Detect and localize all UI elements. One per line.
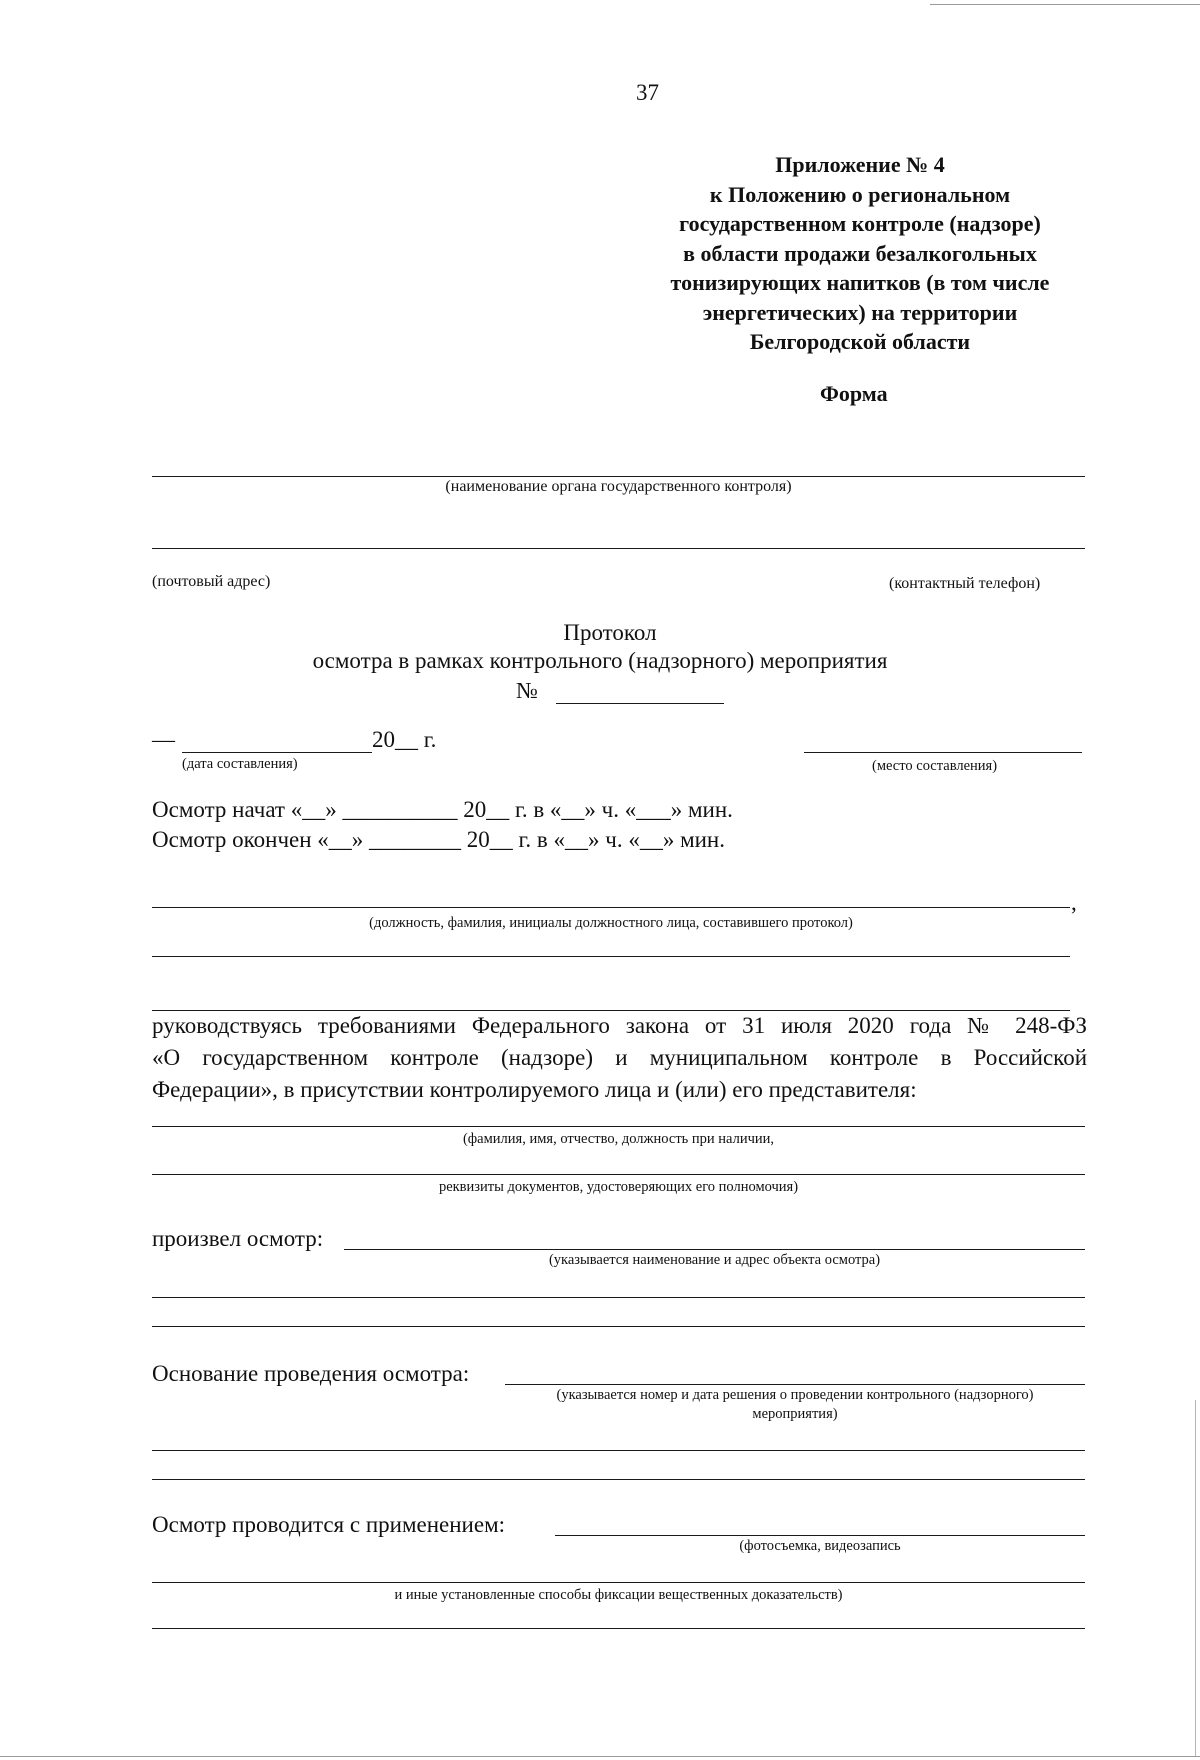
- form-label: Форма: [820, 381, 888, 406]
- means-field-2[interactable]: [152, 1582, 1085, 1583]
- basis-caption-1: (указывается номер и дата решения о проведении контрольного (надзорного): [556, 1387, 1034, 1403]
- appendix-line: государственном контроле (надзоре): [679, 211, 1041, 236]
- law-line-1: руководствуясь требованиями Федерального закона от 31 июля 2020 года № 248-ФЗ: [152, 1013, 1087, 1038]
- protocol-number-prefix: №: [516, 678, 538, 703]
- official-field-2[interactable]: [152, 956, 1070, 957]
- protocol-title: Протокол: [563, 620, 657, 645]
- means-label: Осмотр проводится с применением:: [152, 1512, 506, 1537]
- appendix-line: тонизирующих напитков (в том числе: [670, 270, 1050, 295]
- official-comma: ,: [1071, 890, 1077, 915]
- performed-field-3[interactable]: [152, 1326, 1085, 1327]
- performed-field[interactable]: [344, 1249, 1085, 1250]
- representative-field[interactable]: [152, 1126, 1085, 1127]
- performed-label: произвел осмотр:: [152, 1226, 324, 1251]
- means-caption-1: (фотосъемка, видеозапись: [739, 1538, 901, 1554]
- basis-field-3[interactable]: [152, 1479, 1085, 1480]
- means-field[interactable]: [555, 1535, 1085, 1536]
- basis-caption-2: мероприятия): [752, 1406, 838, 1422]
- date-field[interactable]: [182, 752, 372, 753]
- protocol-subtitle: осмотра в рамках контрольного (надзорного) мероприятия: [312, 648, 888, 673]
- basis-field[interactable]: [505, 1384, 1085, 1385]
- appendix-line: к Положению о региональном: [709, 181, 1011, 207]
- appendix-line: Приложение № 4: [775, 152, 945, 177]
- authority-field[interactable]: [152, 476, 1085, 477]
- postal-address-caption: (почтовый адрес): [152, 573, 271, 590]
- address-field[interactable]: [152, 548, 1085, 549]
- date-caption: (дата составления): [182, 756, 298, 772]
- protocol-number-field[interactable]: [556, 703, 724, 704]
- basis-field-2[interactable]: [152, 1450, 1085, 1451]
- means-caption-2: и иные установленные способы фиксации вещественных доказательств): [394, 1587, 843, 1603]
- inspection-ended: Осмотр окончен «__» ________ 20__ г. в «__» ч. «__» мин.: [152, 827, 725, 852]
- performed-caption: (указывается наименование и адрес объекта осмотра): [548, 1252, 881, 1268]
- performed-field-2[interactable]: [152, 1297, 1085, 1298]
- official-field[interactable]: [152, 907, 1070, 908]
- place-caption: (место составления): [872, 758, 998, 774]
- scan-edge-right: [1195, 1400, 1196, 1756]
- place-field[interactable]: [804, 752, 1082, 753]
- scan-edge-bottom: [0, 1756, 1200, 1757]
- page-number: 37: [636, 80, 659, 105]
- inspection-started: Осмотр начат «__» __________ 20__ г. в «__» ч. «___» мин.: [152, 797, 733, 822]
- law-line-3: Федерации», в присутствии контролируемого лица и (или) его представителя:: [152, 1077, 917, 1102]
- basis-label: Основание проведения осмотра:: [152, 1361, 470, 1386]
- scan-edge-top: [930, 4, 1200, 5]
- official-caption: (должность, фамилия, инициалы должностного лица, составившего протокол): [369, 915, 853, 931]
- contact-phone-caption: (контактный телефон): [889, 575, 1041, 592]
- representative-field-2[interactable]: [152, 1174, 1085, 1175]
- law-line-2: «О государственном контроле (надзоре) и муниципальном контроле в Российской: [152, 1045, 1087, 1070]
- representative-caption-2: реквизиты документов, удостоверяющих его полномочия): [438, 1179, 799, 1195]
- means-field-3[interactable]: [152, 1628, 1085, 1629]
- appendix-line: Белгородской области: [749, 329, 971, 354]
- authority-caption: (наименование органа государственного контроля): [445, 478, 792, 495]
- date-year: 20__ г.: [372, 727, 437, 752]
- representative-caption-1: (фамилия, имя, отчество, должность при наличии,: [462, 1131, 775, 1147]
- date-dash: —: [152, 727, 175, 752]
- official-field-3[interactable]: [152, 1010, 1070, 1011]
- appendix-line: энергетических) на территории: [702, 299, 1018, 325]
- appendix-line: в области продажи безалкогольных: [683, 240, 1037, 266]
- appendix-block: [600, 150, 1120, 357]
